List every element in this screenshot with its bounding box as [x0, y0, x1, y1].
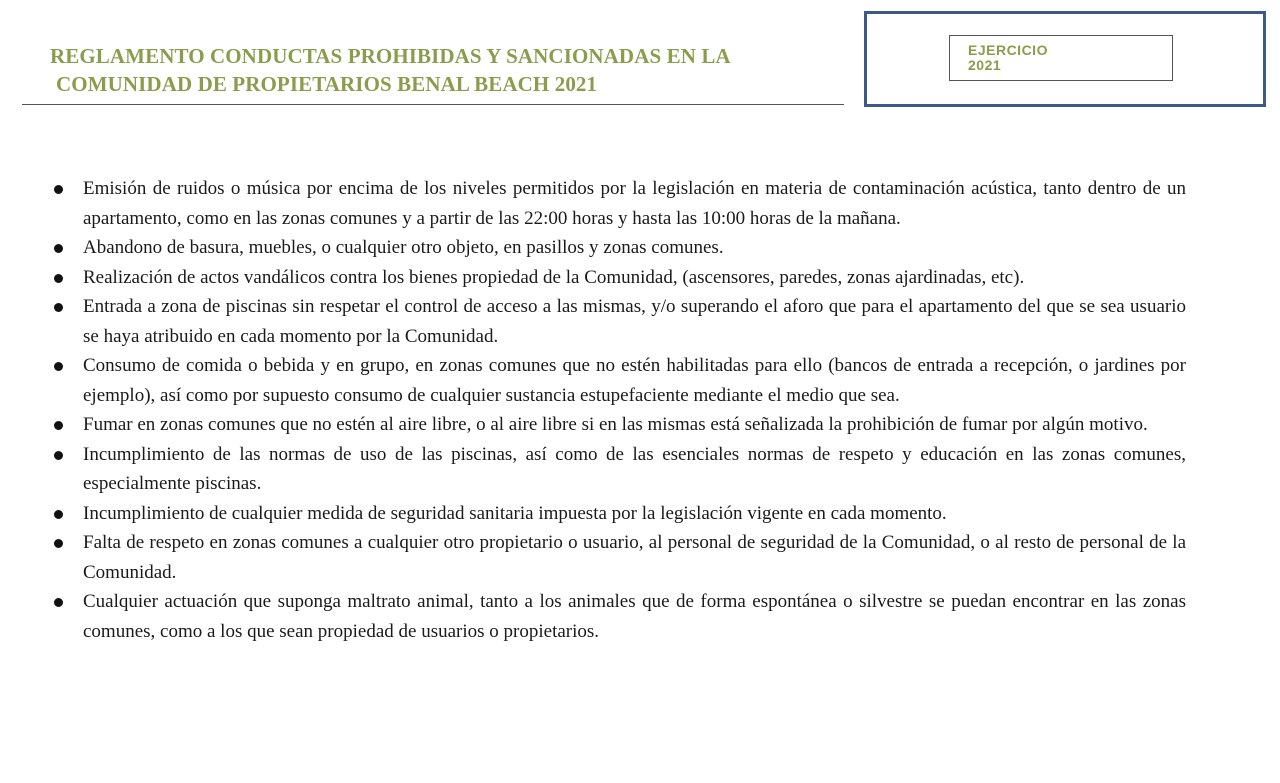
bullet-icon	[54, 244, 63, 253]
title-line-1: REGLAMENTO CONDUCTAS PROHIBIDAS Y SANCIONADAS EN LA	[50, 44, 731, 68]
rule-text: Falta de respeto en zonas comunes a cualquier otro propietario o usuario, al personal de seguridad de la Comunidad, o al resto de personal de la Comunidad.	[83, 532, 1186, 583]
exercise-year: 2021	[968, 57, 1002, 73]
bullet-icon	[54, 598, 63, 607]
bullet-icon	[54, 510, 63, 519]
exercise-label-box	[949, 35, 1173, 81]
bullet-icon	[54, 451, 63, 460]
rule-text: Abandono de basura, muebles, o cualquier otro objeto, en pasillos y zonas comunes.	[83, 237, 724, 258]
rule-item	[50, 440, 1186, 499]
rule-text: Emisión de ruidos o música por encima de los niveles permitidos por la legislación en materia de contaminación acústica, tanto dentro de un apartamento, como en las zonas comunes y a partir de las 22:00 horas y hasta las 10:00 horas de la mañana.	[83, 178, 1186, 229]
rule-text: Incumplimiento de cualquier medida de seguridad sanitaria impuesta por la legislación vigente en cada momento.	[83, 502, 947, 524]
rule-text: Fumar en zonas comunes que no estén al aire libre, o al aire libre si en las mismas está señalizada la prohibición de fumar por algún motivo.	[83, 414, 1148, 435]
rule-item	[50, 410, 1186, 440]
bullet-icon	[54, 274, 63, 283]
document-title	[22, 42, 844, 105]
rules-list	[50, 174, 1186, 646]
bullet-icon	[54, 421, 63, 430]
bullet-icon	[54, 539, 63, 548]
title-line-2: COMUNIDAD DE PROPIETARIOS BENAL BEACH 2021	[56, 72, 598, 96]
rule-item	[50, 499, 1186, 529]
bullet-icon	[54, 185, 63, 194]
rule-text: Consumo de comida o bebida y en grupo, en zonas comunes que no estén habilitadas para ello (bancos de entrada a recepción, o jardines por ejemplo), así como por supuesto consumo de cualquier sustancia estupefaciente mediante el medio que sea.	[83, 355, 1186, 406]
rule-item	[50, 351, 1186, 410]
exercise-box	[864, 11, 1266, 107]
rule-text: Entrada a zona de piscinas sin respetar el control de acceso a las mismas, y/o superando el aforo que para el apartamento del que se sea usuario se haya atribuido en cada momento por la Comunidad.	[83, 296, 1186, 347]
exercise-label: EJERCICIO	[968, 42, 1048, 58]
rule-item	[50, 587, 1186, 646]
rule-item	[50, 292, 1186, 351]
bullet-icon	[54, 303, 63, 312]
rule-item	[50, 233, 1186, 263]
rule-item	[50, 263, 1186, 293]
rule-item	[50, 528, 1186, 587]
rule-text: Incumplimiento de las normas de uso de las piscinas, así como de las esenciales normas de respeto y educación en las zonas comunes, especialmente piscinas.	[83, 443, 1186, 494]
bullet-icon	[54, 362, 63, 371]
rule-item	[50, 174, 1186, 233]
rule-text: Cualquier actuación que suponga maltrato animal, tanto a los animales que de forma espontánea o silvestre se puedan encontrar en las zonas comunes, como a los que sean propiedad de usuarios o propietarios.	[83, 591, 1186, 642]
rule-text: Realización de actos vandálicos contra los bienes propiedad de la Comunidad, (ascensores, paredes, zonas ajardinadas, etc).	[83, 266, 1025, 288]
